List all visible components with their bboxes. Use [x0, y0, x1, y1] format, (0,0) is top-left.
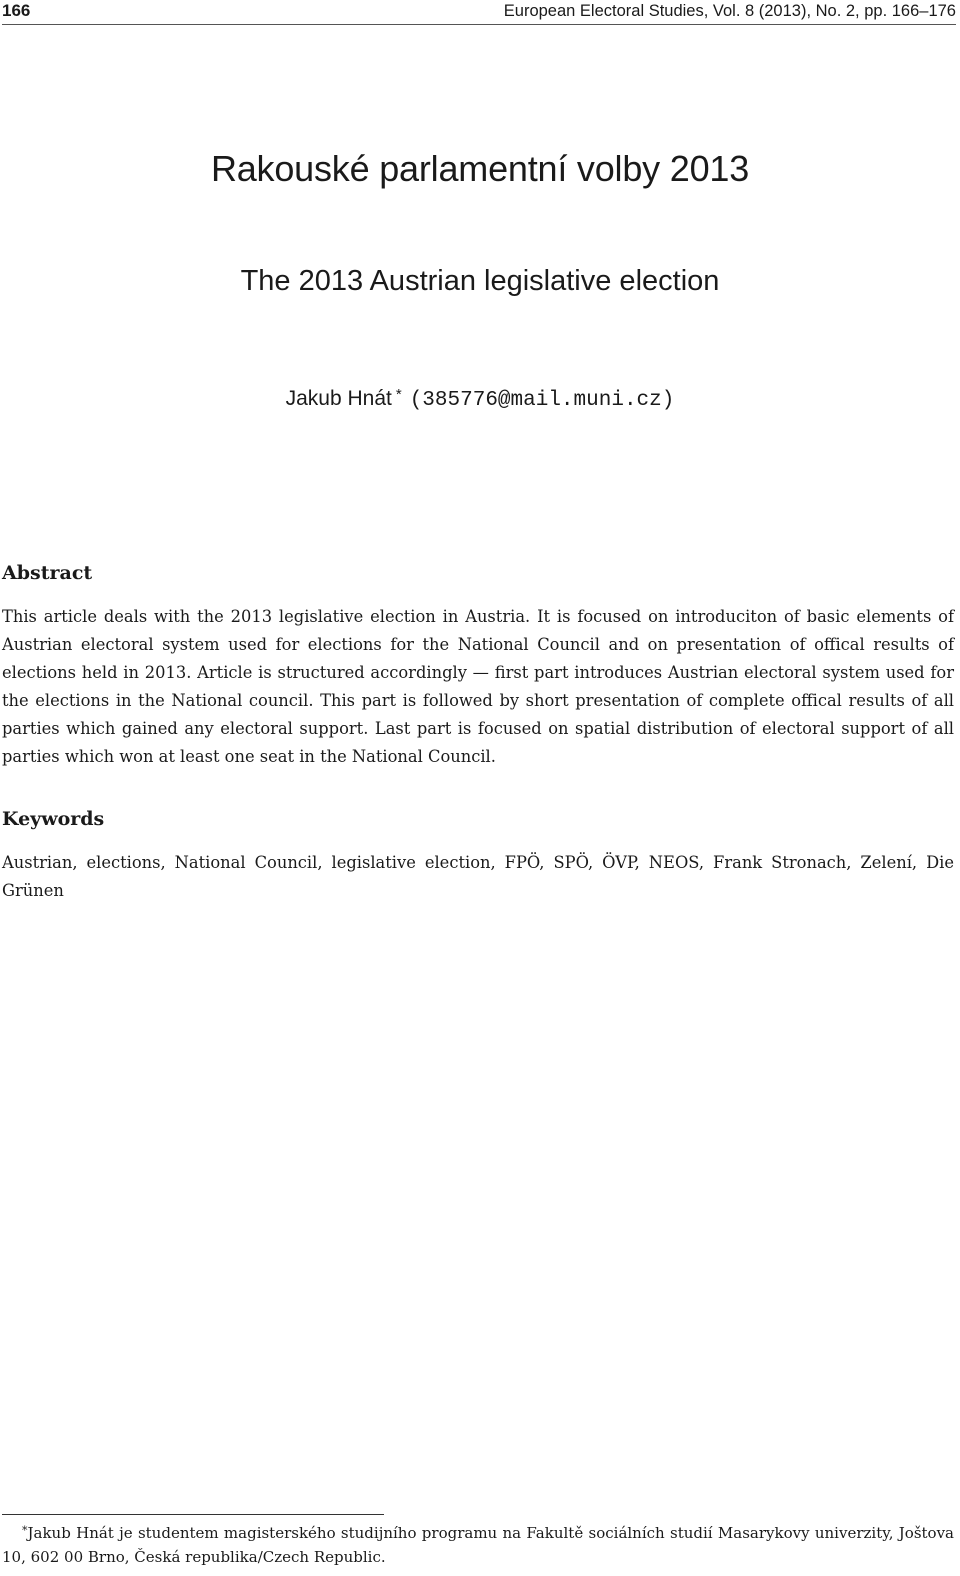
running-header	[2, 0, 956, 25]
author-footnote-marker: *	[395, 386, 402, 403]
footnote-divider	[2, 1514, 384, 1515]
article-title: Rakouské parlamentní volby 2013	[210, 148, 750, 189]
footnote-text: Jakub Hnát je studentem magisterského studijního programu na Fakultě sociálních studií Masarykovy univerzity, Joštova 10, 602 00 Brno, Česká republika/Czech Republic.	[2, 1524, 954, 1566]
footnote-marker: *	[22, 1524, 28, 1537]
article-subtitle: The 2013 Austrian legislative election	[240, 265, 720, 297]
page-number: 166	[2, 1, 31, 20]
abstract-text: This article deals with the 2013 legislative election in Austria. It is focused on introduciton of basic elements of Austrian electoral system used for elections for the National Council and on presentation of offical results of elections held in 2013. Article is structured accordingly — first part introduces Austrian electoral system used for the elections in the National council. This part is followed by short presentation of complete offical results of all parties which gained any electoral support. Last part is focused on spatial distribution of electoral support of all parties which won at least one seat in the National Council.	[2, 607, 954, 766]
keywords-heading: Keywords	[2, 808, 105, 830]
author-name: Jakub Hnát	[285, 387, 392, 410]
keywords-text: Austrian, elections, National Council, legislative election, FPÖ, SPÖ, ÖVP, NEOS, Frank Stronach, Zelení, Die Grünen	[2, 853, 954, 900]
footnote	[2, 1519, 954, 1569]
author-line	[0, 386, 960, 412]
journal-reference: European Electoral Studies, Vol. 8 (2013), No. 2, pp. 166–176	[503, 2, 956, 20]
abstract-heading: Abstract	[2, 562, 93, 584]
author-email: (385776@mail.muni.cz)	[409, 389, 675, 412]
